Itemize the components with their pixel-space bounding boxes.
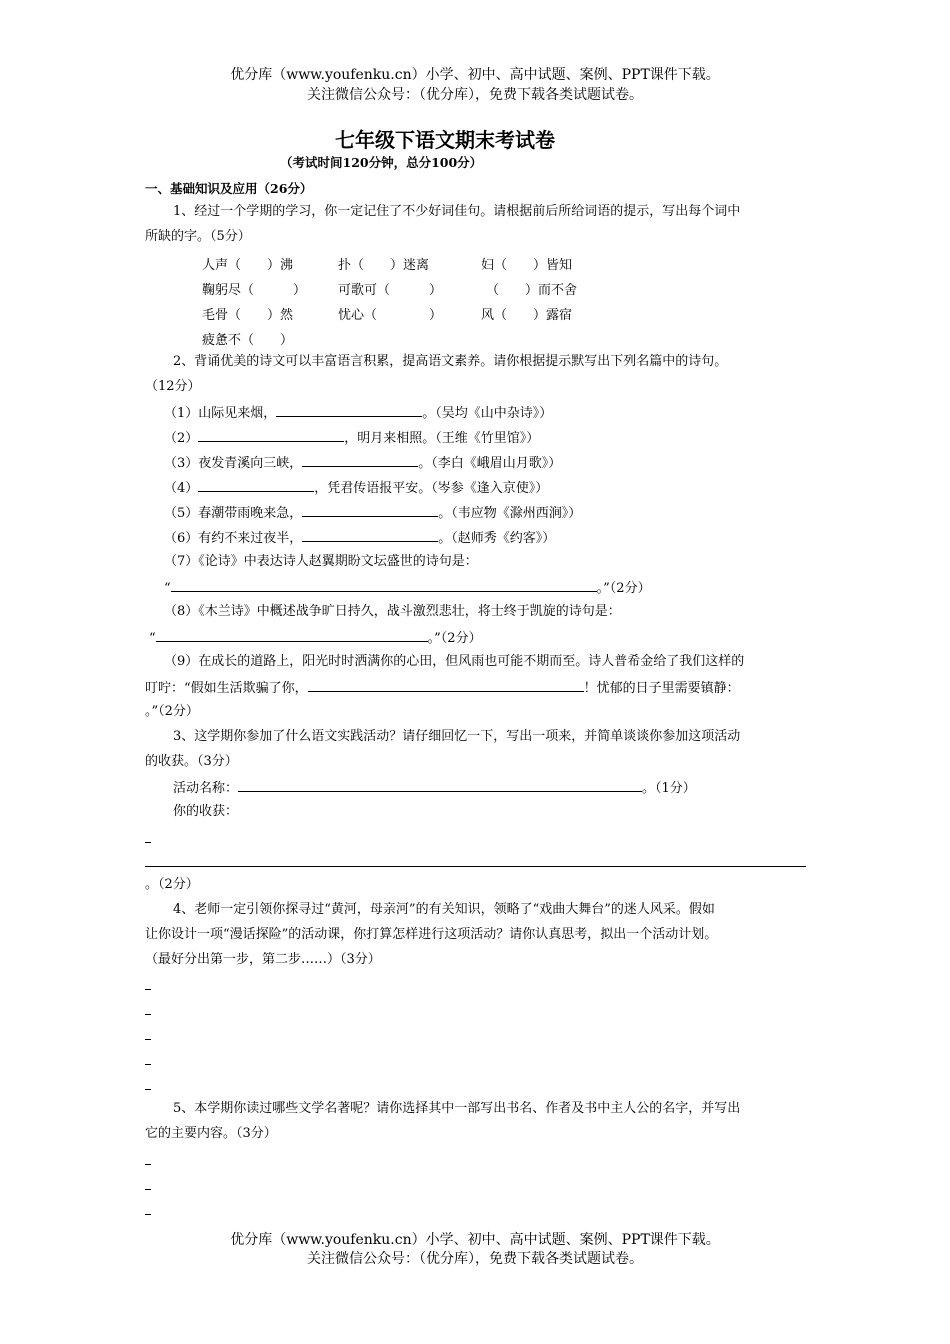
footer-line-2: 关注微信公众号：（优分库），免费下载各类试题试卷。 <box>307 1251 643 1267</box>
answer-blank[interactable] <box>171 579 597 592</box>
answer-line-marker[interactable] <box>145 1064 151 1065</box>
answer-blank[interactable] <box>198 429 344 442</box>
q2-item-8: （8）《木兰诗》中概述战争旷日持久，战斗激烈悲壮，将士终于凯旋的诗句是： <box>164 604 621 619</box>
q1-prompt-line-2: 所缺的字。（5分） <box>145 229 251 244</box>
q2-item-7-answer: “ 。”（2分） <box>164 581 651 596</box>
q2-item-8-answer: “ 。”（2分） <box>149 631 482 646</box>
q3-gain-tail: 。（2分） <box>145 877 199 892</box>
q2-item-3: （3）夜发青溪向三峡， 。（李白《峨眉山月歌》） <box>164 456 562 471</box>
footer-line-1: 优分库（www.youfenku.cn）小学、初中、高中试题、案例、PPT课件下载。 <box>230 1232 720 1248</box>
exam-info: （考试时间120分钟，总分100分） <box>280 155 483 170</box>
q2-item-6: （6）有约不来过夜半， 。（赵师秀《约客》） <box>164 531 556 546</box>
answer-blank[interactable] <box>302 529 438 542</box>
answer-line[interactable] <box>145 866 806 867</box>
q4-prompt-line-3: （最好分出第一步，第二步……）（3分） <box>145 952 381 967</box>
q1-word: 忧心（ ） <box>338 308 443 323</box>
answer-line-marker[interactable] <box>145 1089 151 1090</box>
q3-prompt-line-1: 3、这学期你参加了什么语文实践活动？请仔细回忆一下，写出一项来，并简单谈谈你参加这项活动 <box>173 729 741 744</box>
header-line-1: 优分库（www.youfenku.cn）小学、初中、高中试题、案例、PPT课件下载。 <box>230 67 720 83</box>
answer-blank[interactable] <box>308 679 584 692</box>
q2-prompt-line-2: （12分） <box>145 379 201 394</box>
q1-prompt-line-1: 1、经过一个学期的学习，你一定记住了不少好词佳句。请根据前后所给词语的提示，写出每个词中 <box>173 204 741 219</box>
answer-line-marker <box>145 842 151 843</box>
answer-blank[interactable] <box>198 479 314 492</box>
page-title: 七年级下语文期末考试卷 <box>335 128 555 152</box>
q1-word: 风（ ）露宿 <box>481 308 573 323</box>
header-line-2: 关注微信公众号：（优分库），免费下载各类试题试卷。 <box>307 87 643 103</box>
answer-blank[interactable] <box>302 454 418 467</box>
answer-line-marker[interactable] <box>145 1039 151 1040</box>
q1-word: 鞠躬尽（ ） <box>202 283 307 298</box>
q1-word: 疲惫不（ ） <box>202 333 294 348</box>
q4-prompt-line-2: 让你设计一项“漫话探险”的活动课，你打算怎样进行这项活动？请你认真思考，拟出一个活动计划。 <box>145 927 718 942</box>
answer-blank[interactable] <box>238 779 642 792</box>
answer-blank[interactable] <box>276 404 422 417</box>
q1-word: （ ）而不舍 <box>486 283 578 298</box>
q2-prompt-line-1: 2、背诵优美的诗文可以丰富语言积累，提高语文素养。请你根据提示默写出下列名篇中的诗句。 <box>173 354 728 369</box>
q4-prompt-line-1: 4、老师一定引领你探寻过“黄河，母亲河”的有关知识，领略了“戏曲大舞台”的迷人风采。假如 <box>173 902 715 917</box>
answer-line-marker[interactable] <box>145 1189 151 1190</box>
answer-line-marker[interactable] <box>145 1014 151 1015</box>
q3-gain-label: 你的收获： <box>173 804 239 819</box>
answer-blank[interactable] <box>156 629 428 642</box>
q2-item-2: （2） ，明月来相照。（王维《竹里馆》） <box>164 431 540 446</box>
q5-prompt-line-1: 5、本学期你读过哪些文学名著呢？请你选择其中一部写出书名、作者及书中主人公的名字，并写出 <box>173 1101 741 1116</box>
q1-word: 妇（ ）皆知 <box>481 258 573 273</box>
q2-item-4: （4） ，凭君传语报平安。（岑参《逢入京使》） <box>164 481 549 496</box>
q3-activity-name: 活动名称： 。（1分） <box>173 781 696 796</box>
q2-item-9-line-1: （9）在成长的道路上，阳光时时洒满你的心田，但风雨也可能不期而至。诗人普希金给了我们这样的 <box>164 654 745 669</box>
q5-prompt-line-2: 它的主要内容。（3分） <box>145 1126 277 1141</box>
q2-item-9-line-3: 。”（2分） <box>145 704 199 719</box>
q2-item-9-line-2: 叮咛：“假如生活欺骗了你， ！忧郁的日子里需要镇静： <box>145 681 740 696</box>
answer-blank[interactable] <box>302 504 438 517</box>
answer-line-marker[interactable] <box>145 1214 151 1215</box>
q1-word: 毛骨（ ）然 <box>202 308 294 323</box>
q2-item-5: （5）春潮带雨晚来急， 。（韦应物《滁州西涧》） <box>164 506 582 521</box>
q1-word: 人声（ ）沸 <box>202 258 294 273</box>
q2-item-7: （7）《论诗》中表达诗人赵翼期盼文坛盛世的诗句是： <box>164 554 478 569</box>
answer-line-marker[interactable] <box>145 989 151 990</box>
answer-line-marker[interactable] <box>145 1164 151 1165</box>
q1-word: 扑（ ）迷离 <box>338 258 430 273</box>
q1-word: 可歌可（ ） <box>338 283 443 298</box>
section-heading: 一、基础知识及应用（26分） <box>145 181 313 196</box>
q3-prompt-line-2: 的收获。（3分） <box>145 754 238 769</box>
q2-item-1: （1）山际见来烟， 。（吴均《山中杂诗》） <box>164 406 553 421</box>
